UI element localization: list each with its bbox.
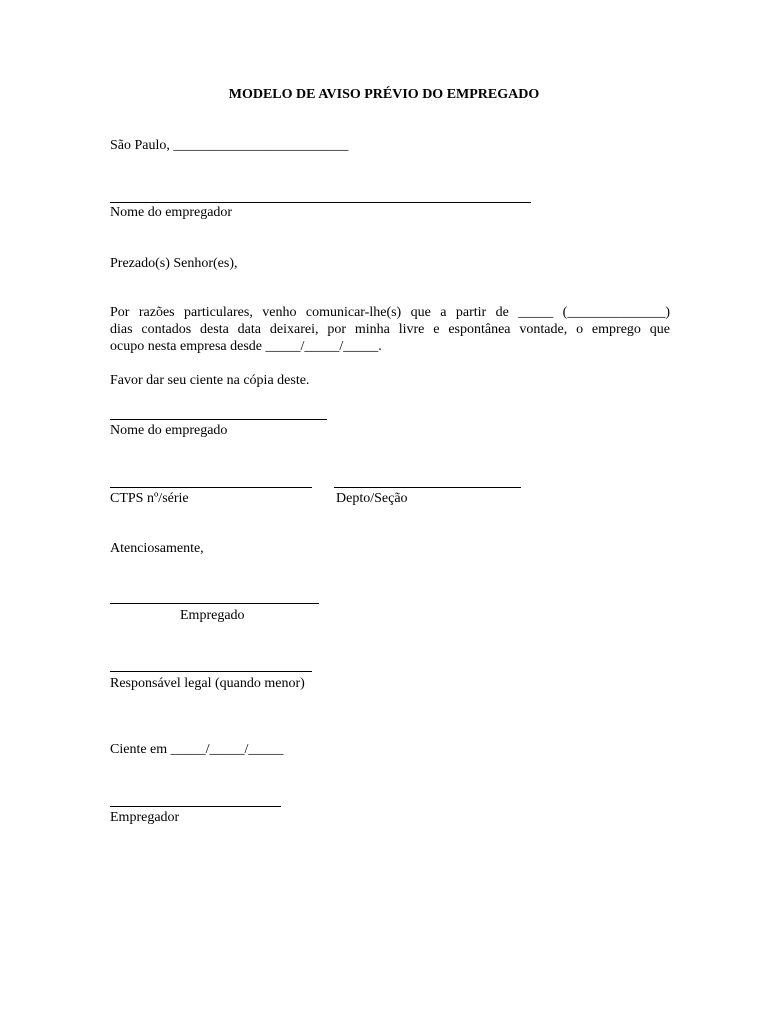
closing: Atenciosamente, — [110, 541, 204, 556]
ctps-label: CTPS nº/série — [110, 491, 189, 506]
dept-signature-line — [334, 487, 521, 488]
notice-paragraph — [110, 304, 670, 355]
employer-signature-label: Empregador — [110, 810, 180, 825]
guardian-signature-line — [110, 671, 312, 672]
employee-name-signature-line — [110, 419, 327, 420]
employee-name-label: Nome do empregado — [110, 423, 228, 438]
employee-signature-line — [110, 603, 319, 604]
notice-line-1: Por razões particulares, venho comunicar-lhe(s) que a partir de _____ (______________) — [110, 305, 670, 320]
salutation: Prezado(s) Senhor(es), — [110, 256, 238, 271]
acknowledged-date-line: Ciente em _____/_____/_____ — [110, 742, 284, 757]
document-title: MODELO DE AVISO PRÉVIO DO EMPREGADO — [228, 87, 540, 102]
dept-label: Depto/Seção — [336, 491, 408, 506]
request-text: Favor dar seu ciente na cópia deste. — [110, 373, 310, 388]
employer-signature-line — [110, 806, 281, 807]
employer-name-signature-line — [110, 202, 531, 203]
notice-line-3: ocupo nesta empresa desde _____/_____/_____. — [110, 339, 382, 354]
city-date-line: São Paulo, _________________________ — [110, 138, 349, 153]
ctps-signature-line — [110, 487, 312, 488]
guardian-label: Responsável legal (quando menor) — [110, 676, 305, 691]
employee-signature-label: Empregado — [180, 608, 245, 623]
employer-name-label: Nome do empregador — [110, 205, 233, 220]
notice-line-2: dias contados desta data deixarei, por minha livre e espontânea vontade, o emprego que — [110, 322, 670, 337]
